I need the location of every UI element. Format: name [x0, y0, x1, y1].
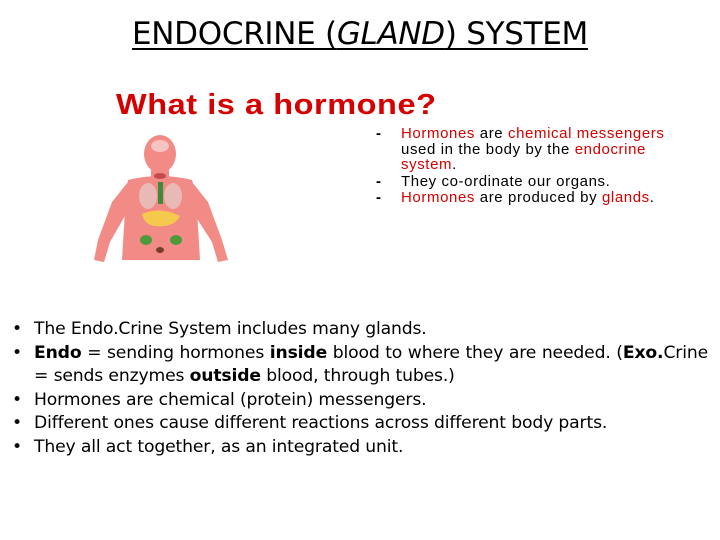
slide-title — [0, 12, 720, 56]
item-text: . — [649, 189, 655, 206]
bullet-item — [12, 412, 708, 436]
hormone-image-panel — [88, 88, 665, 274]
bullet-item — [12, 436, 708, 460]
panel-heading: What is a hormone? — [116, 89, 437, 121]
gonad-icon — [156, 247, 164, 253]
brain-icon — [151, 140, 169, 152]
keyword: glands — [601, 189, 650, 206]
bullet-item — [12, 318, 708, 342]
thyroid-icon — [154, 173, 166, 179]
item-text: are — [475, 125, 509, 142]
keyword: endocrine system — [401, 140, 646, 173]
right-kidney-icon — [170, 235, 182, 245]
left-kidney-icon — [140, 235, 152, 245]
dash-marker: - — [376, 189, 382, 206]
bullet-text: = sending hormones — [81, 342, 270, 363]
hormone-definition-list — [374, 126, 684, 207]
bullet-text: blood to where they are needed. ( — [327, 342, 623, 363]
title-part-2: GLAND — [336, 16, 445, 52]
keyword: chemical messengers — [508, 125, 665, 142]
bold-term: inside — [269, 342, 328, 363]
item-text: are produced by — [475, 189, 602, 206]
bullet-item — [12, 342, 708, 389]
human-body-endocrine-organs-icon — [88, 132, 238, 272]
bullet-text: blood, through tubes.) — [260, 366, 455, 387]
keyword: Hormones — [401, 189, 475, 206]
dash-marker: - — [376, 125, 382, 142]
bullet-text: The Endo.Crine System includes many glands. — [34, 319, 427, 339]
title-part-3: ) SYSTEM — [444, 16, 588, 52]
title-part-1: ENDOCRINE ( — [132, 16, 337, 52]
item-text: They co-ordinate our organs. — [401, 172, 611, 190]
bullet-text: Hormones are chemical (protein) messengers. — [34, 389, 427, 410]
left-lung-icon — [139, 183, 157, 209]
bold-term: Exo. — [622, 342, 664, 363]
bold-term: outside — [189, 366, 261, 387]
bullet-text: Crine = sends enzymes — [34, 342, 708, 387]
bullet-text: Different ones cause different reactions across different body parts. — [34, 413, 608, 434]
list-item — [374, 126, 684, 173]
main-bullet-list — [12, 318, 708, 460]
bold-term: Endo — [34, 342, 82, 363]
item-text: . — [452, 156, 457, 173]
bullet-text: They all act together, as an integrated unit. — [34, 436, 404, 457]
item-text: used in the body by the — [401, 140, 575, 158]
dash-marker: - — [376, 172, 382, 190]
bullet-item — [12, 389, 708, 413]
keyword: Hormones — [401, 125, 475, 142]
list-item — [374, 190, 684, 206]
right-lung-icon — [164, 183, 182, 209]
list-item — [374, 174, 684, 190]
thymus-icon — [158, 182, 163, 204]
